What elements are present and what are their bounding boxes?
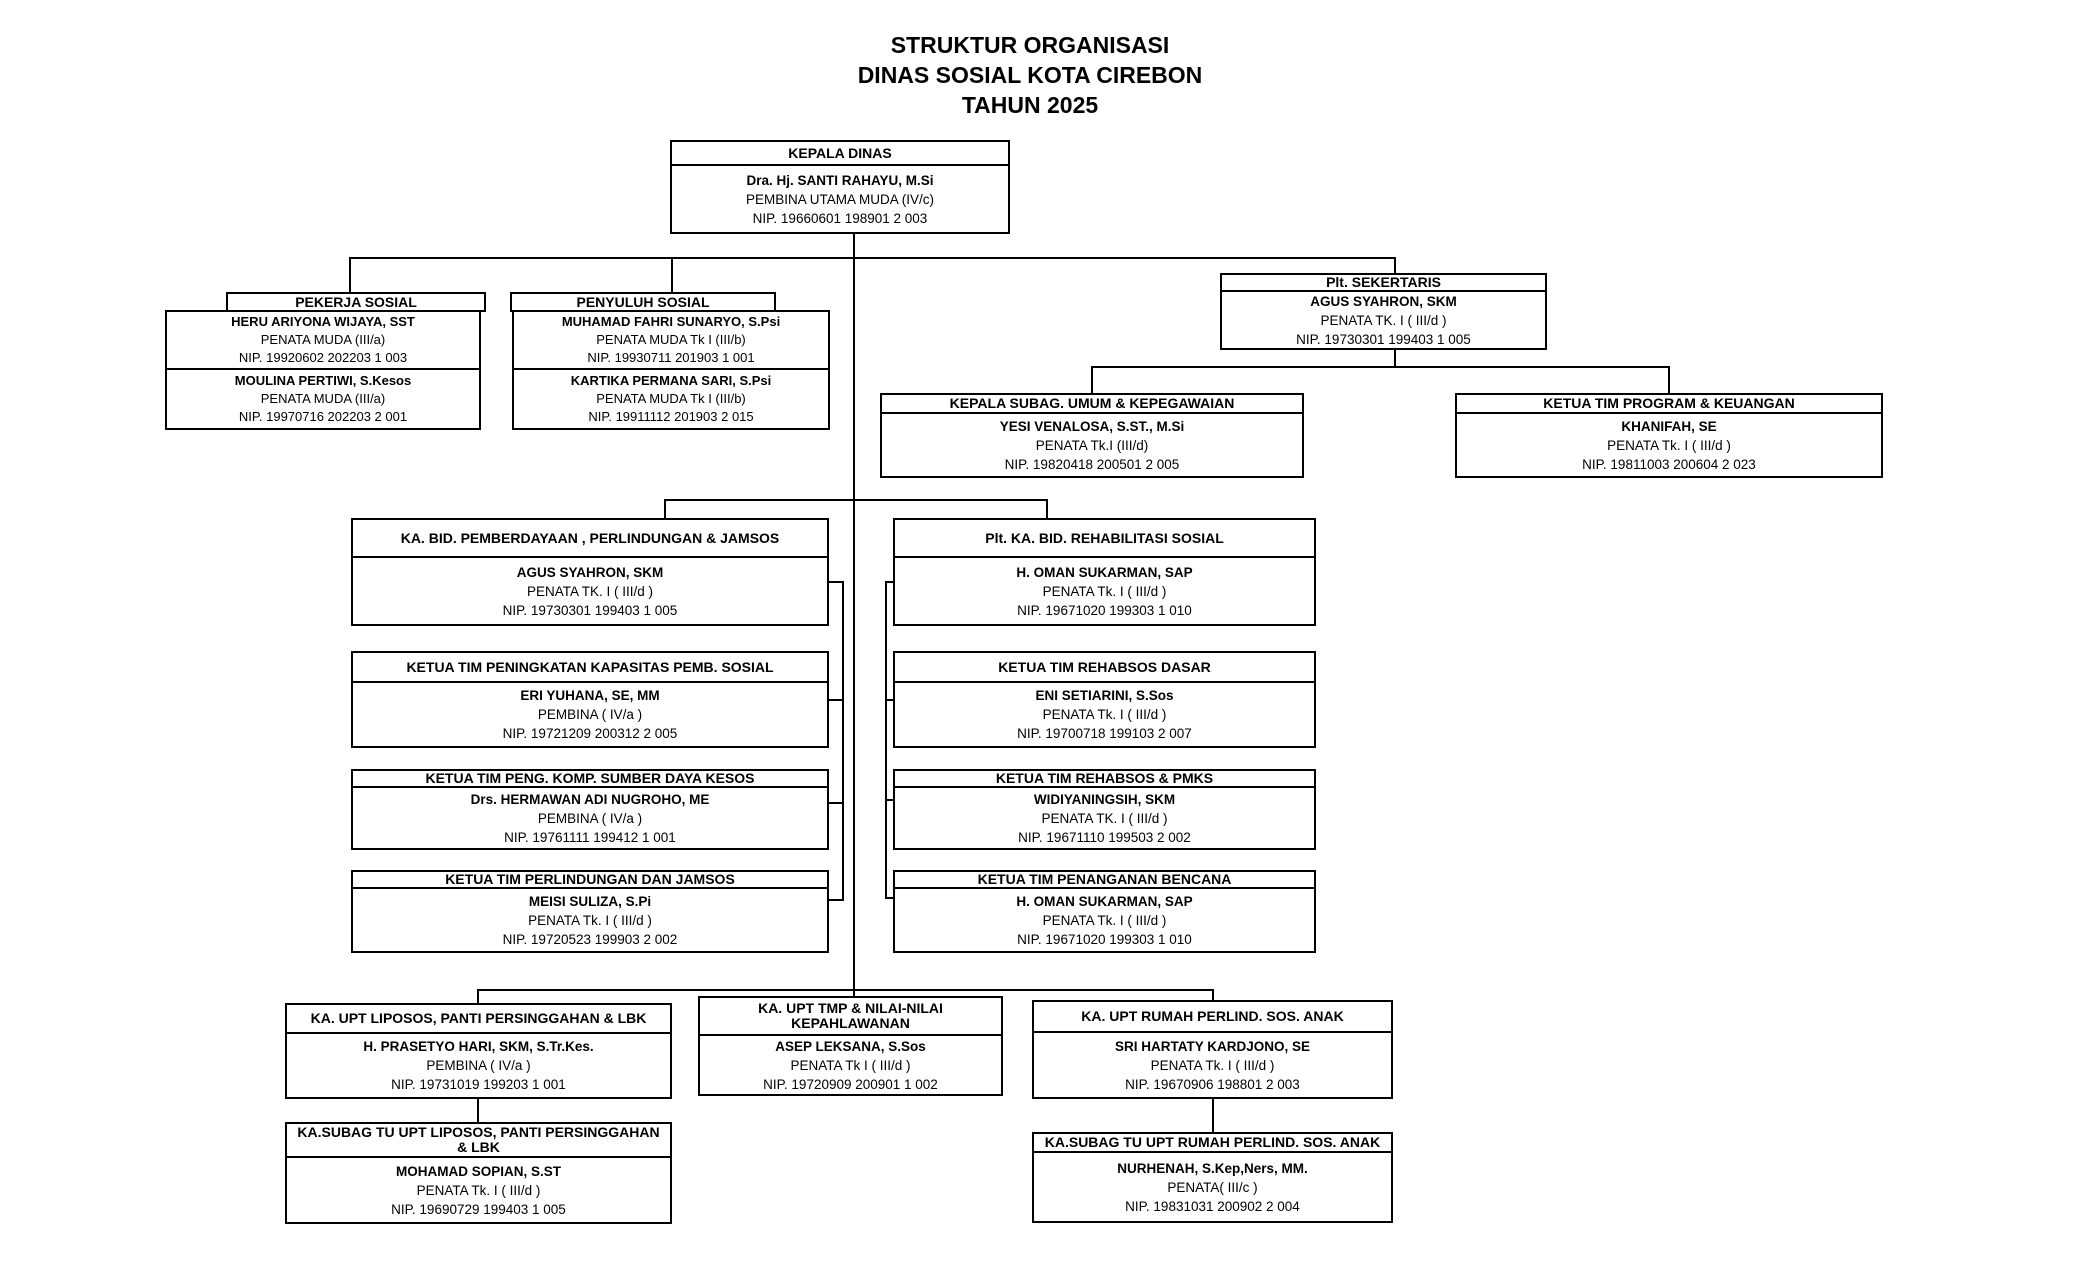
person-name: KARTIKA PERMANA SARI, S.Psi (570, 373, 772, 388)
person-name: AGUS SYAHRON, SKM (516, 564, 664, 580)
subag-tu-rumah-title: KA.SUBAG TU UPT RUMAH PERLIND. SOS. ANAK (1032, 1132, 1393, 1153)
person-rank: PENATA Tk. I ( III/d ) (1607, 437, 1731, 453)
person-nip: NIP. 19720523 199903 2 002 (502, 931, 678, 947)
plt-sekertaris-body (1220, 290, 1547, 350)
person-rank: PENATA TK. I ( III/d ) (1041, 810, 1168, 826)
person-rank: PEMBINA ( IV/a ) (537, 810, 643, 826)
plt-sekertaris-title: Plt. SEKERTARIS (1220, 273, 1547, 292)
tim-penanganan-bencana-title: KETUA TIM PENANGANAN BENCANA (893, 870, 1316, 889)
kabid-pemberdayaan-body (351, 556, 829, 626)
person-rank: PENATA Tk. I ( III/d ) (1042, 707, 1167, 722)
tim-perlindungan-jamsos-body (351, 887, 829, 953)
kabid-pemberdayaan-title: KA. BID. PEMBERDAYAAN , PERLINDUNGAN & JAMSOS (351, 518, 829, 558)
person-name: MOHAMAD SOPIAN, S.ST (395, 1163, 561, 1179)
tim-rehabsos-dasar-title: KETUA TIM REHABSOS DASAR (893, 651, 1316, 683)
subag-umum-body (880, 412, 1304, 478)
person-nip: NIP. 19831031 200902 2 004 (1125, 1198, 1300, 1214)
person-name: MEISI SULIZA, S.Pi (528, 893, 652, 909)
tim-program-keuangan-title: KETUA TIM PROGRAM & KEUANGAN (1455, 393, 1883, 414)
person-nip: NIP. 19820418 200501 2 005 (1004, 456, 1180, 472)
person-name: Drs. HERMAWAN ADI NUGROHO, ME (470, 791, 710, 807)
upt-rumah-perlind-title: KA. UPT RUMAH PERLIND. SOS. ANAK (1032, 1000, 1393, 1033)
person-name: ENI SETIARINI, S.Sos (1035, 688, 1174, 703)
subag-tu-liposos-body (285, 1156, 672, 1224)
person-rank: PENATA TK. I ( III/d ) (1320, 312, 1447, 328)
subag-tu-rumah-body (1032, 1151, 1393, 1223)
person-name: SRI HARTATY KARDJONO, SE (1114, 1038, 1311, 1054)
person-nip: NIP. 19730301 199403 1 005 (502, 602, 678, 618)
person-name: ERI YUHANA, SE, MM (520, 688, 660, 703)
person-rank: PENATA Tk. I ( III/d ) (528, 912, 652, 928)
tim-program-keuangan-body (1455, 412, 1883, 478)
pekerja-sosial-staff-2 (165, 368, 481, 430)
person-rank: PENATA Tk. I ( III/d ) (1042, 912, 1167, 928)
penyuluh-sosial-staff-1 (512, 310, 830, 370)
tim-rehabsos-pmks-title: KETUA TIM REHABSOS & PMKS (893, 769, 1316, 788)
person-rank: PENATA MUDA Tk I (III/b) (596, 391, 746, 406)
person-nip: NIP. 19671020 199303 1 010 (1017, 602, 1192, 618)
person-nip: NIP. 19671110 199503 2 002 (1018, 829, 1191, 845)
person-rank: PENATA Tk. I ( III/d ) (1150, 1057, 1275, 1073)
person-nip: NIP. 19670906 198801 2 003 (1125, 1076, 1300, 1092)
person-nip: NIP. 19731019 199203 1 001 (391, 1077, 566, 1092)
person-rank: PENATA TK. I ( III/d ) (526, 583, 654, 599)
upt-tmp-title: KA. UPT TMP & NILAI-NILAI KEPAHLAWANAN (698, 996, 1003, 1036)
person-name: H. PRASETYO HARI, SKM, S.Tr.Kes. (363, 1039, 594, 1054)
person-nip: NIP. 19720909 200901 1 002 (763, 1076, 938, 1092)
person-rank: PENATA MUDA Tk I (III/b) (596, 332, 746, 347)
person-name: ASEP LEKSANA, S.Sos (775, 1038, 926, 1054)
subag-umum-title: KEPALA SUBAG. UMUM & KEPEGAWAIAN (880, 393, 1304, 414)
tim-rehabsos-pmks-body (893, 786, 1316, 850)
person-name: MUHAMAD FAHRI SUNARYO, S.Psi (561, 314, 781, 329)
person-nip: NIP. 19930711 201903 1 001 (587, 350, 755, 365)
person-name: NURHENAH, S.Kep,Ners, MM. (1117, 1160, 1308, 1176)
upt-liposos-title: KA. UPT LIPOSOS, PANTI PERSINGGAHAN & LBK (285, 1003, 672, 1034)
tim-peningkatan-kapasitas-body (351, 681, 829, 748)
tim-perlindungan-jamsos-title: KETUA TIM PERLINDUNGAN DAN JAMSOS (351, 870, 829, 889)
pekerja-sosial-title: PEKERJA SOSIAL (226, 292, 486, 312)
kabid-rehabilitasi-title: Plt. KA. BID. REHABILITASI SOSIAL (893, 518, 1316, 558)
upt-liposos-body (285, 1032, 672, 1099)
person-rank: PEMBINA ( IV/a ) (426, 1058, 531, 1073)
person-name: H. OMAN SUKARMAN, SAP (1016, 564, 1193, 580)
person-nip: NIP. 19690729 199403 1 005 (391, 1201, 566, 1217)
kepala-dinas-name: Dra. Hj. SANTI RAHAYU, M.Si (746, 172, 934, 188)
upt-tmp-body (698, 1034, 1003, 1096)
person-nip: NIP. 19700718 199103 2 007 (1017, 726, 1192, 741)
person-name: KHANIFAH, SE (1621, 418, 1717, 434)
person-nip: NIP. 19730301 199403 1 005 (1296, 331, 1471, 347)
page-title-line1: STRUKTUR ORGANISASI (890, 32, 1170, 58)
person-rank: PENATA Tk. I ( III/d ) (1042, 583, 1167, 599)
person-rank: PENATA Tk I ( III/d ) (790, 1057, 911, 1073)
tim-peng-komp-kesos-title: KETUA TIM PENG. KOMP. SUMBER DAYA KESOS (351, 769, 829, 788)
pekerja-sosial-staff-1 (165, 310, 481, 370)
person-rank: PENATA Tk.I (III/d) (1035, 437, 1149, 453)
person-rank: PEMBINA ( IV/a ) (537, 707, 643, 722)
person-name: AGUS SYAHRON, SKM (1310, 293, 1457, 309)
person-nip: NIP. 19811003 200604 2 023 (1582, 456, 1756, 472)
person-nip: NIP. 19721209 200312 2 005 (502, 726, 678, 741)
person-nip: NIP. 19920602 202203 1 003 (238, 350, 408, 365)
kepala-dinas-title: KEPALA DINAS (670, 140, 1010, 166)
upt-rumah-perlind-body (1032, 1031, 1393, 1099)
person-name: H. OMAN SUKARMAN, SAP (1016, 893, 1193, 909)
penyuluh-sosial-title: PENYULUH SOSIAL (510, 292, 776, 312)
kepala-dinas-nip: NIP. 19660601 198901 2 003 (752, 210, 928, 226)
tim-peningkatan-kapasitas-title: KETUA TIM PENINGKATAN KAPASITAS PEMB. SOSIAL (351, 651, 829, 683)
tim-penanganan-bencana-body (893, 887, 1316, 953)
person-rank: PENATA( III/c ) (1167, 1179, 1258, 1195)
page-title-line2: DINAS SOSIAL KOTA CIREBON (857, 62, 1203, 88)
person-name: YESI VENALOSA, S.ST., M.Si (999, 418, 1185, 434)
person-nip: NIP. 19970716 202203 2 001 (238, 409, 408, 424)
person-nip: NIP. 19671020 199303 1 010 (1017, 931, 1192, 947)
kabid-rehabilitasi-body (893, 556, 1316, 626)
page-title-line3: TAHUN 2025 (961, 92, 1099, 118)
person-rank: PENATA Tk. I ( III/d ) (416, 1182, 541, 1198)
subag-tu-liposos-title: KA.SUBAG TU UPT LIPOSOS, PANTI PERSINGGAHAN & LBK (285, 1122, 672, 1158)
tim-rehabsos-dasar-body (893, 681, 1316, 748)
person-name: WIDIYANINGSIH, SKM (1033, 791, 1176, 807)
person-nip: NIP. 19911112 201903 2 015 (588, 409, 754, 424)
person-rank: PENATA MUDA (III/a) (260, 391, 386, 406)
penyuluh-sosial-staff-2 (512, 368, 830, 430)
kepala-dinas-rank: PEMBINA UTAMA MUDA (IV/c) (745, 191, 935, 207)
tim-peng-komp-kesos-body (351, 786, 829, 850)
person-name: HERU ARIYONA WIJAYA, SST (231, 314, 415, 329)
kepala-dinas-body (670, 164, 1010, 234)
person-nip: NIP. 19761111 199412 1 001 (504, 829, 676, 845)
person-name: MOULINA PERTIWI, S.Kesos (234, 373, 412, 388)
page-title (700, 30, 1360, 120)
person-rank: PENATA MUDA (III/a) (260, 332, 386, 347)
